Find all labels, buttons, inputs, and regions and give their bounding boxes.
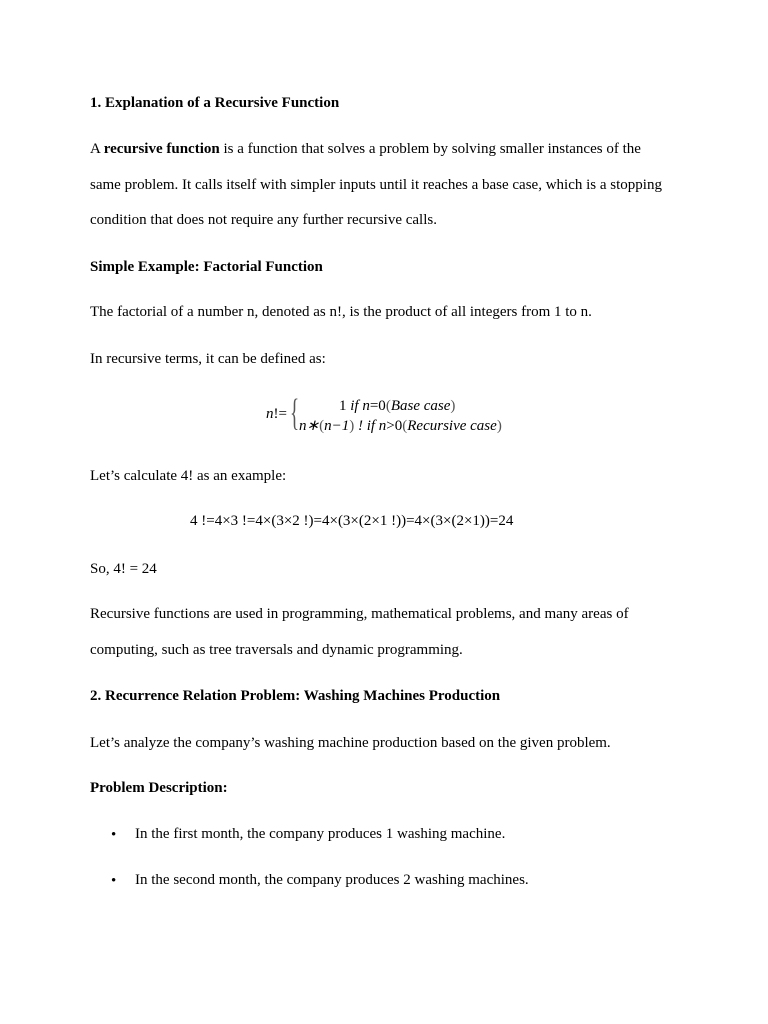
formula-brace: {	[290, 392, 300, 434]
case1-n: n	[362, 398, 370, 414]
case1-value: 1	[339, 398, 347, 414]
section1-para1-line2: same problem. It calls itself with simpler inputs until it reaches a base case, which is a stopping	[90, 177, 662, 193]
case2-label: Recursive case	[407, 418, 497, 434]
section1-para4: Let’s calculate 4! as an example:	[90, 468, 287, 484]
case2-n2: n	[378, 418, 387, 434]
formula-lhs-n: n	[266, 406, 274, 422]
case2-n: n∗	[299, 418, 320, 434]
formula-lhs	[266, 405, 287, 423]
case2-bang: !	[357, 418, 363, 434]
section1-para1-line3: condition that does not require any further recursive calls.	[90, 212, 437, 228]
bullet-text: In the second month, the company produces 2 washing machines.	[135, 872, 529, 888]
section1-para6-line2: computing, such as tree traversals and dynamic programming.	[90, 642, 463, 658]
case2-inner: n−1	[324, 418, 350, 434]
section1-para5: So, 4! = 24	[90, 561, 157, 577]
section1-para3: In recursive terms, it can be defined as:	[90, 351, 326, 367]
section1-para2: The factorial of a number n, denoted as n!, is the product of all integers from 1 to n.	[90, 304, 592, 320]
formula-case2	[299, 417, 502, 435]
case2-cond: >0	[386, 418, 403, 434]
case2-paren-close: )	[349, 418, 355, 434]
formula-case1	[339, 397, 455, 415]
case1-paren-close: )	[450, 398, 456, 414]
para1-rest: is a function that solves a problem by solving smaller instances of the	[219, 141, 641, 157]
factorial-calculation: 4 !=4×3 !=4×(3×2 !)=4×(3×(2×1 !))=4×(3×(2×1))=24	[190, 513, 514, 529]
section2-para1: Let’s analyze the company’s washing machine production based on the given problem.	[90, 735, 611, 751]
section2-subheading: Problem Description:	[90, 780, 228, 796]
section2-heading: 2. Recurrence Relation Problem: Washing Machines Production	[90, 688, 501, 704]
section1-subheading: Simple Example: Factorial Function	[90, 259, 323, 275]
case2-paren-open: (	[319, 418, 325, 434]
section1-para6-line1: Recursive functions are used in programming, mathematical problems, and many areas of	[90, 606, 629, 622]
bullet-marker: •	[111, 827, 117, 843]
bullet-text: In the first month, the company produces 1 washing machine.	[135, 826, 506, 842]
formula-lhs-bang: !=	[273, 406, 287, 422]
section1-heading: 1. Explanation of a Recursive Function	[90, 95, 340, 111]
bullet-marker: •	[111, 873, 117, 889]
case2-paren-label-open: (	[402, 418, 408, 434]
para1-bold-term: recursive function	[103, 141, 220, 157]
section1-para1-line1	[90, 140, 641, 158]
case1-if: if	[350, 398, 359, 414]
case1-label: Base case	[390, 398, 451, 414]
case2-if: if	[366, 418, 376, 434]
case2-paren-label-close: )	[496, 418, 502, 434]
para1-prefix: A	[90, 141, 104, 157]
case1-cond: =0	[369, 398, 386, 414]
case1-paren-open: (	[385, 398, 391, 414]
